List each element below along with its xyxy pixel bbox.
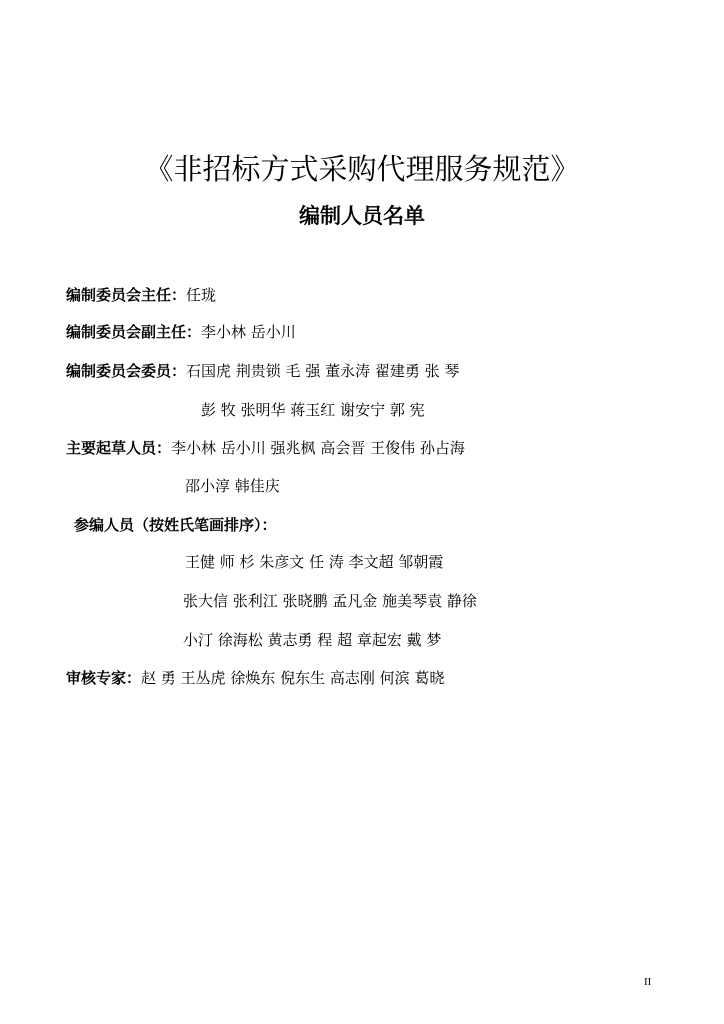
deputy-director-value: 李小林 岳小川	[201, 323, 296, 341]
director-row	[66, 284, 216, 306]
members-row	[66, 360, 459, 382]
participants-line-1: 王健 师 杉 朱彦文 任 涛 李文超 邹朝霞	[185, 553, 444, 571]
members-label: 编制委员会委员：	[66, 362, 187, 380]
document-subtitle: 编制人员名单	[299, 204, 425, 228]
drafters-row	[66, 437, 465, 459]
participants-line-2: 张大信 张利江 张晓鹏 孟凡金 施美琴袁 静徐	[183, 592, 477, 610]
director-label: 编制委员会主任：	[66, 286, 187, 304]
director-value: 任珑	[186, 286, 217, 304]
drafters-line-2: 邵小淳 韩佳庆	[185, 477, 280, 495]
deputy-director-label: 编制委员会副主任：	[66, 323, 202, 341]
reviewers-label: 审核专家：	[66, 669, 142, 687]
reviewers-value: 赵 勇 王丛虎 徐焕东 倪东生 高志刚 何滨 葛晓	[141, 669, 445, 687]
participants-label: 参编人员（按姓氏笔画排序）：	[74, 516, 277, 534]
members-line-1: 石国虎 荆贵锁 毛 强 董永涛 翟建勇 张 琴	[186, 362, 460, 380]
drafters-line-1: 李小林 岳小川 强兆枫 高会晋 王俊伟 孙占海	[171, 439, 465, 457]
page-number: II	[644, 976, 652, 988]
reviewers-row	[66, 667, 444, 689]
drafters-label: 主要起草人员：	[66, 439, 172, 457]
participants-line-3: 小汀 徐海松 黄志勇 程 超 章起宏 戴 梦	[183, 631, 442, 649]
members-line-2: 彭 牧 张明华 蒋玉红 谢安宁 郭 宪	[201, 401, 425, 419]
document-title: 《非招标方式采购代理服务规范》	[144, 152, 580, 186]
participants-row	[74, 514, 277, 536]
deputy-director-row	[66, 321, 296, 343]
